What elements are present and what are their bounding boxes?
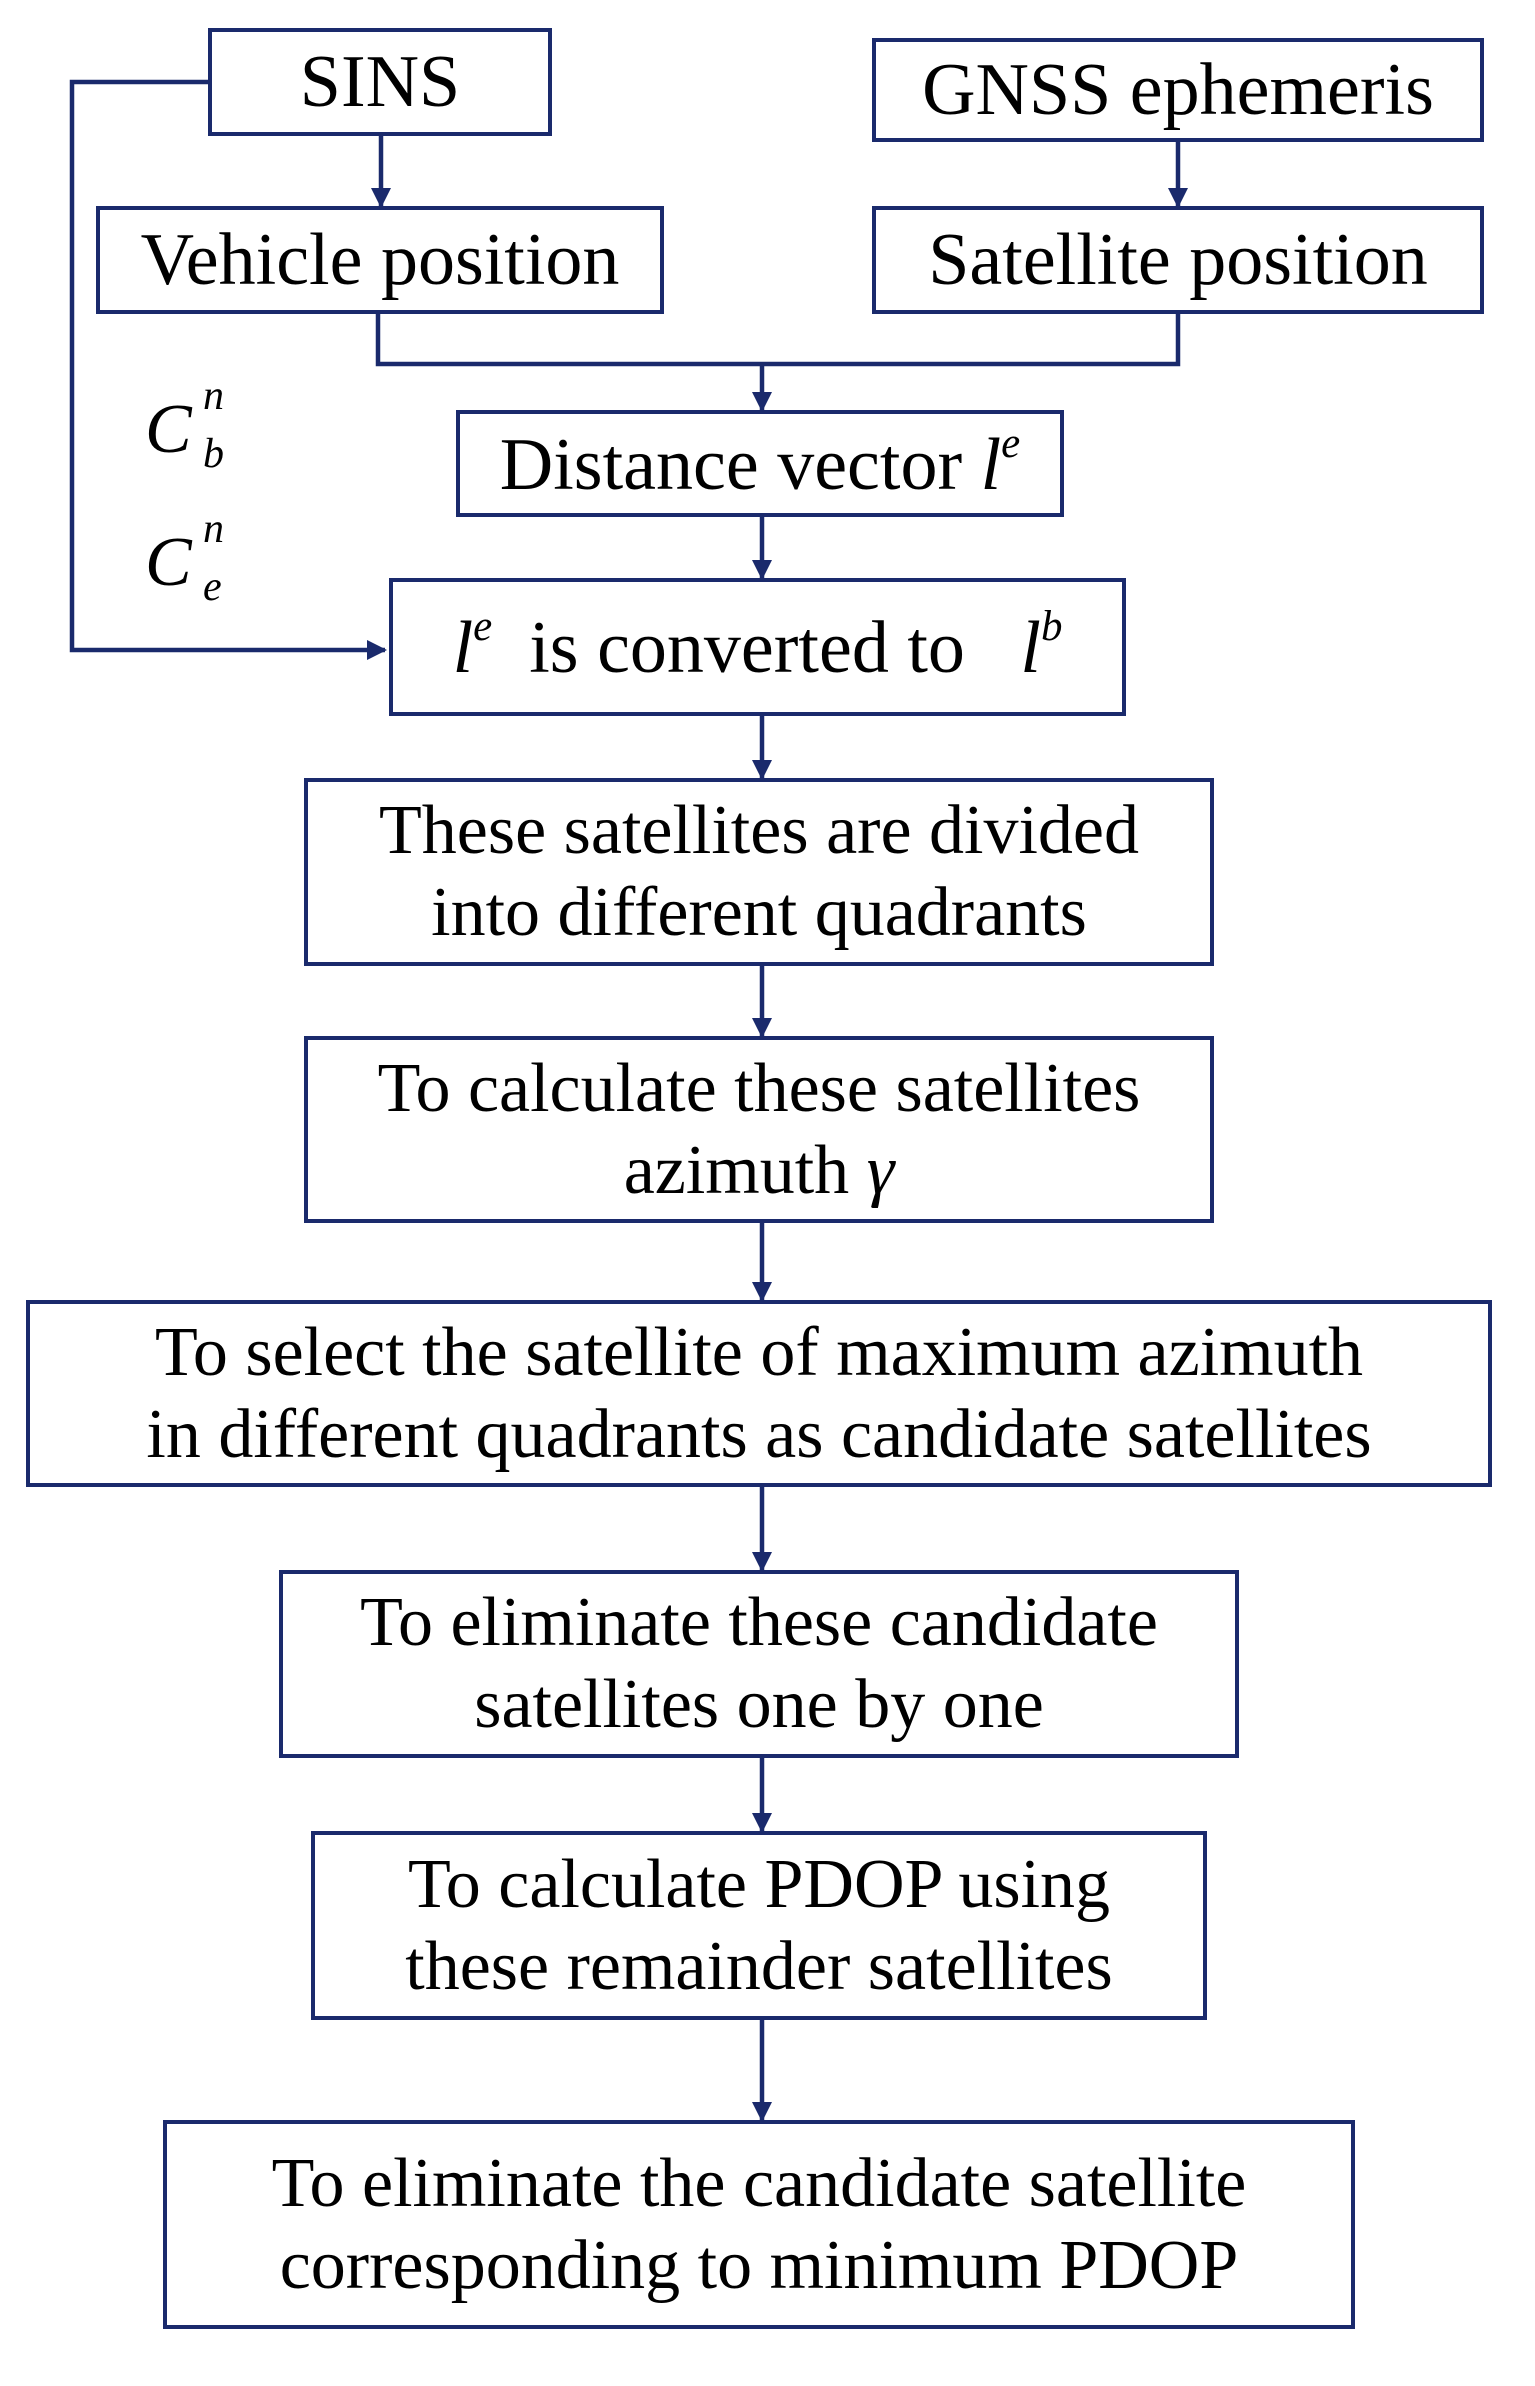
merge-line [378,314,1178,364]
azimuth-line-1: To calculate these satellites [377,1049,1141,1127]
conversion-label: is converted to [529,607,965,690]
distance-symbol: l [980,423,1002,506]
divide-line-2: into different quadrants [431,874,1087,951]
sins-box [208,28,552,136]
vehicle-position-box [96,206,664,314]
arrow-sins-to-convert [72,82,385,650]
eliminate-min-pdop-box [163,2120,1355,2329]
final-line-2: corresponding to minimum PDOP [279,2226,1239,2304]
cbn-label: C n b [145,373,224,477]
azimuth-line-2: azimuth [623,1131,850,1209]
distance-vector-box [456,410,1064,517]
satellite-label: Satellite position [928,218,1428,301]
conversion-box [389,578,1126,716]
satellite-position-box [872,206,1484,314]
divide-quadrants-box [304,778,1214,966]
pdop-line-2: these remainder satellites [405,1927,1113,2005]
cen-label: C n e [145,506,224,610]
calculate-azimuth-box [304,1036,1214,1223]
conversion-sup-b: b [1040,603,1063,651]
final-line-1: To eliminate the candidate satellite [271,2144,1247,2222]
gnss-ephemeris-box [872,38,1484,142]
pdop-line-1: To calculate PDOP using [407,1845,1111,1923]
distance-label: Distance vector [499,423,963,506]
conversion-symbol-b: l [1020,607,1041,690]
divide-line-1: These satellites are divided [379,792,1139,870]
eliminate-line-1: To eliminate these candidate [360,1584,1158,1662]
vehicle-label: Vehicle position [140,218,620,301]
select-candidates-box [26,1300,1492,1487]
conversion-sup-a: e [473,603,493,651]
conversion-symbol-a: l [452,607,474,690]
gnss-label: GNSS ephemeris [922,48,1434,131]
select-line-1: To select the satellite of maximum azimuth [154,1313,1364,1391]
azimuth-symbol: γ [866,1131,895,1209]
eliminate-line-2: satellites one by one [474,1666,1044,1743]
eliminate-candidates-box [279,1570,1239,1758]
distance-superscript: e [1001,419,1021,467]
calculate-pdop-box [311,1831,1207,2020]
sins-label: SINS [299,40,461,123]
select-line-2: in different quadrants as candidate satellites [146,1395,1372,1473]
